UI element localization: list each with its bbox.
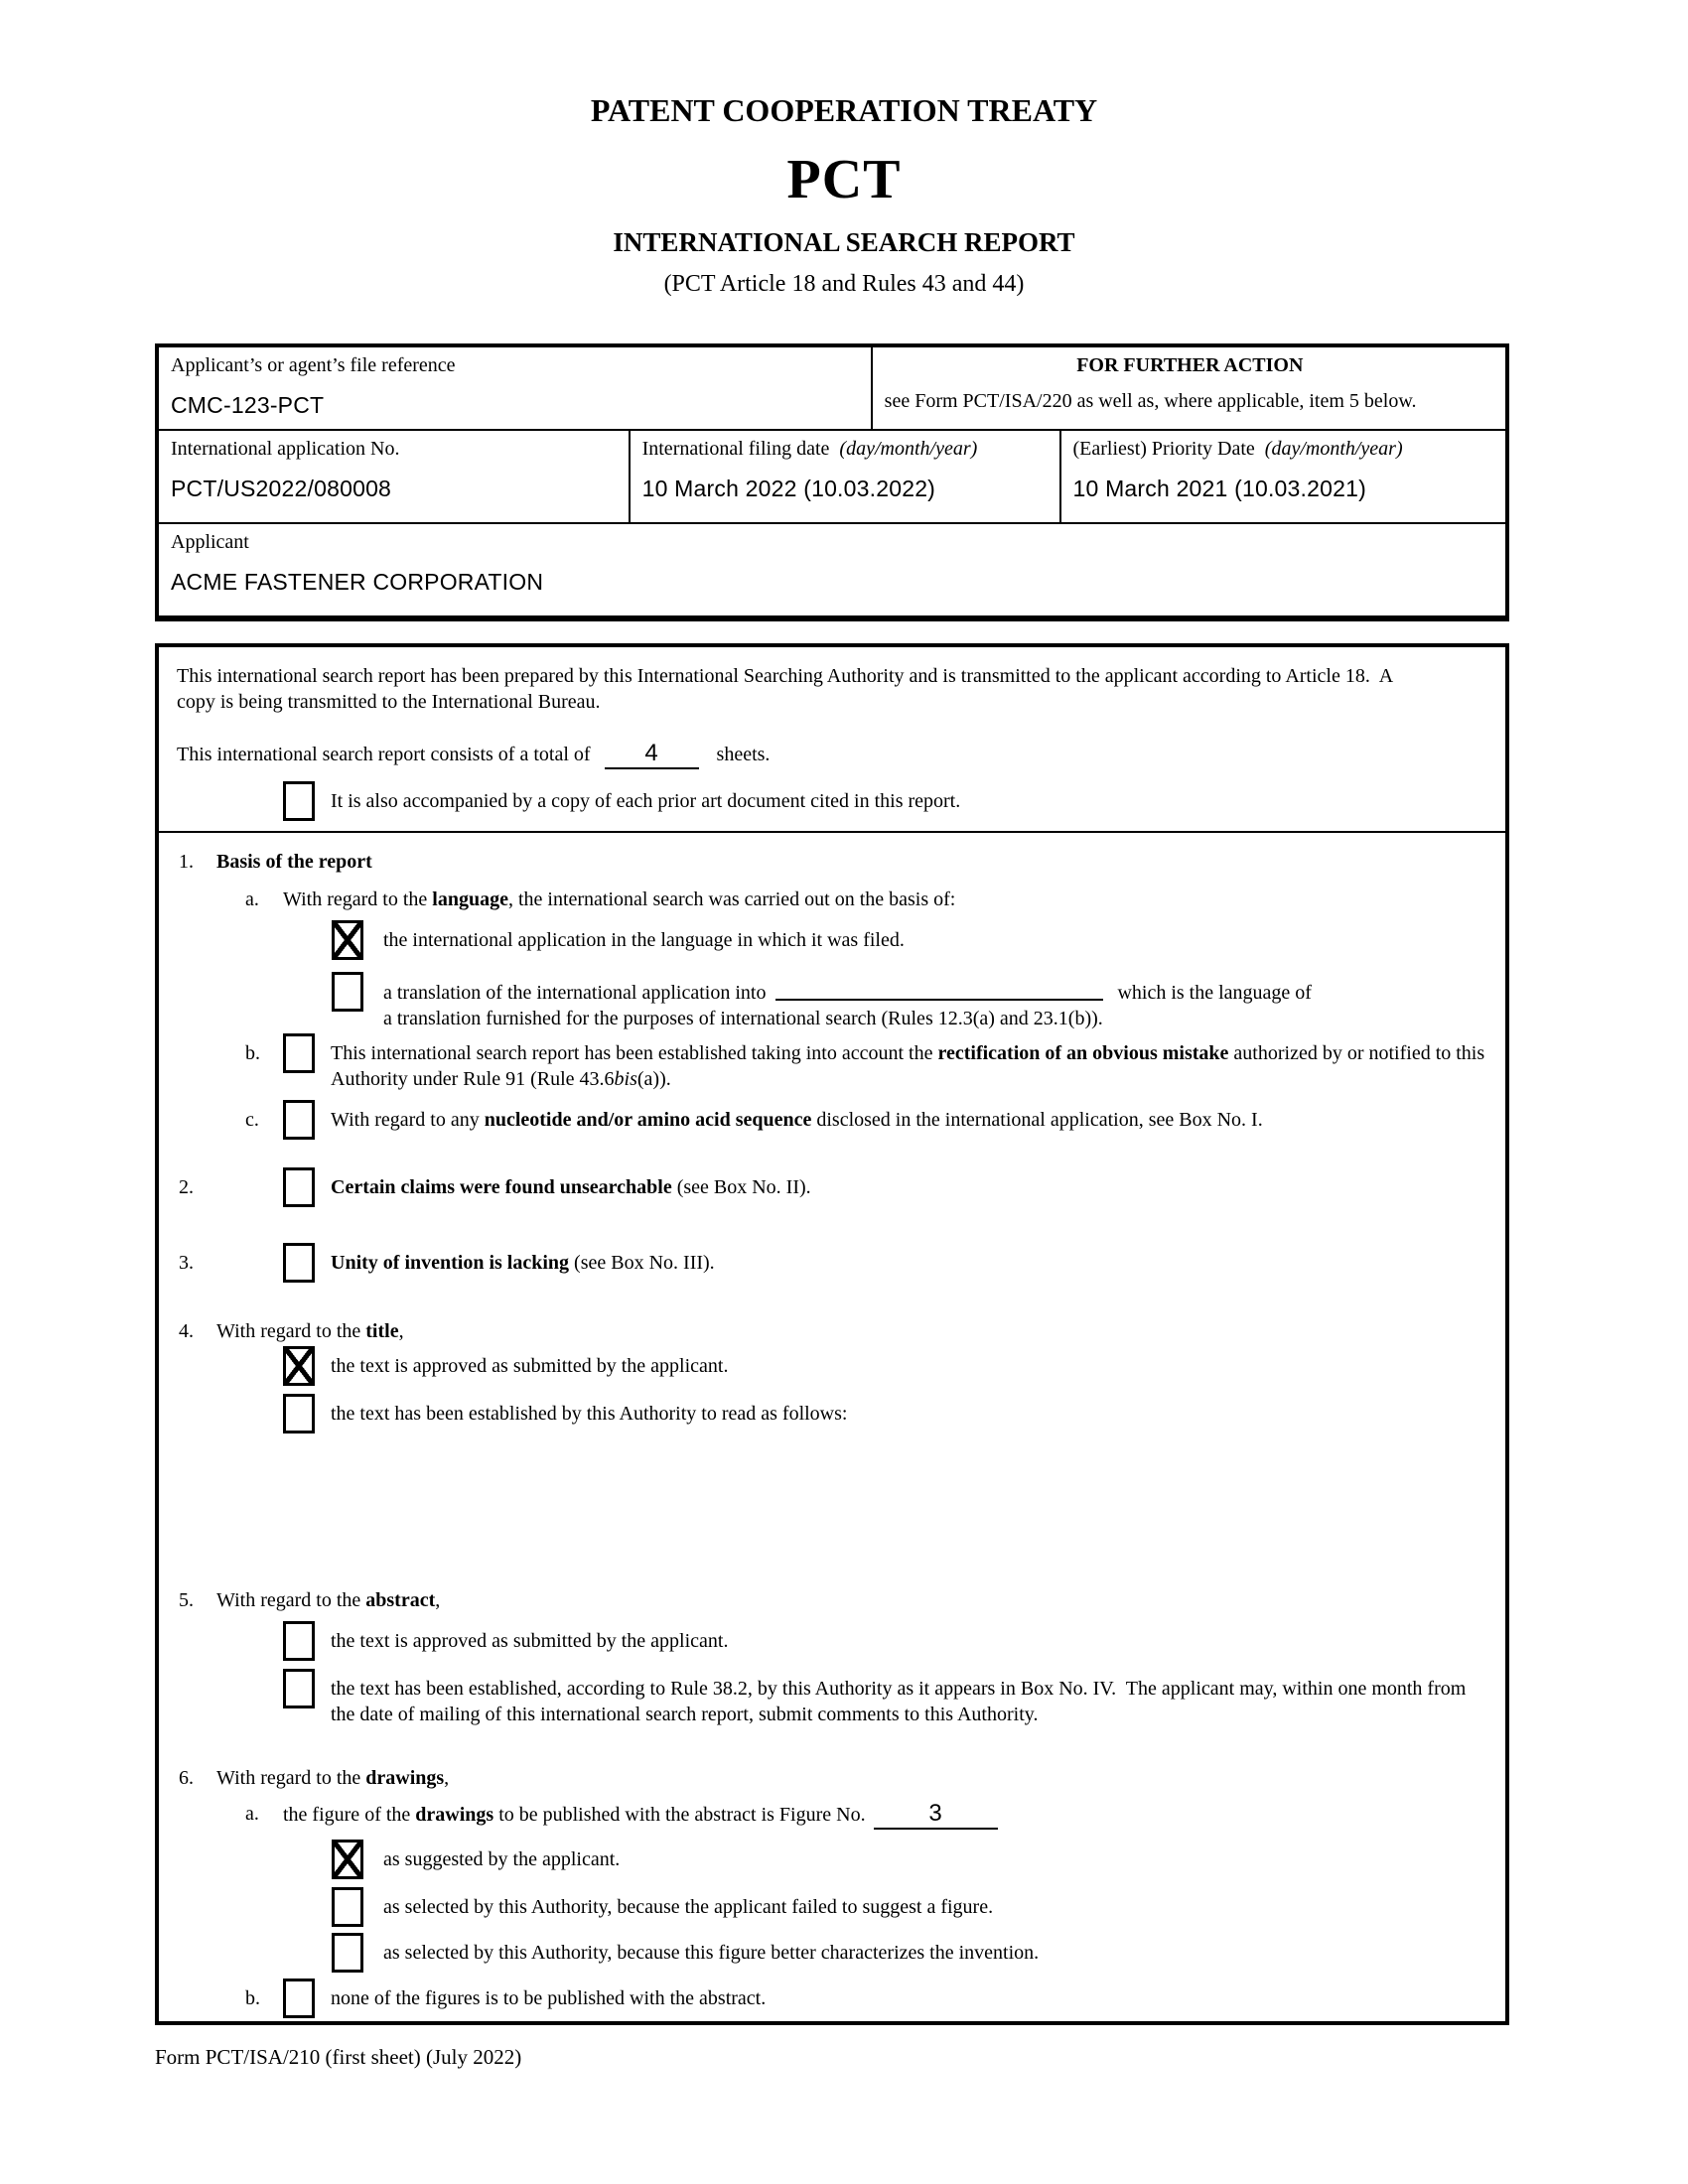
item-4-text-pre: With regard to the: [216, 1320, 366, 1342]
item-1-title: Basis of the report: [216, 851, 372, 873]
item-6-text-pre: With regard to the: [216, 1767, 366, 1789]
item-6a-option-suggested: [177, 1840, 1487, 1879]
applicant-row: [159, 524, 1505, 615]
item-5-text-bold: abstract: [365, 1589, 436, 1611]
item-6a-option-suggested-checkbox[interactable]: [332, 1840, 363, 1879]
item-1a-option-filed-text: the international application in the language in which it was filed.: [383, 929, 905, 951]
item-4-option-established-text: the text has been established by this Authority to read as follows:: [331, 1403, 848, 1425]
item-1a-option-translation: [177, 972, 1487, 1031]
item-1a-text: [283, 887, 955, 912]
item-6a-option-better-characterizes-checkbox[interactable]: [332, 1933, 363, 1973]
sheets-line-prefix: This international search report consists of a total of: [177, 744, 591, 765]
item-6a-text: [283, 1801, 998, 1830]
item-2-text-post: (see Box No. II).: [671, 1176, 811, 1198]
item-5-option-approved-text: the text is approved as submitted by the applicant.: [331, 1630, 729, 1652]
item-2-text-bold: Certain claims were found unsearchable: [331, 1176, 672, 1198]
item-6-heading: [177, 1765, 1487, 1791]
item-3-text: [315, 1243, 715, 1276]
item-1b-text-end: (a)).: [636, 1068, 671, 1090]
item-6a-option-failed-suggest-checkbox[interactable]: [332, 1887, 363, 1927]
item-6-text-post: ,: [444, 1767, 450, 1789]
item-1b-text-mid: authorized by or notified to this Authority under Rule 91 (Rule 43.6: [331, 1042, 1489, 1090]
translation-text-post: which is the language of: [1117, 982, 1312, 1004]
item-1a-option-translation-checkbox[interactable]: [332, 972, 363, 1012]
priority-date-format: (day/month/year): [1264, 438, 1403, 460]
item-1b-text-bold: rectification of an obvious mistake: [937, 1042, 1229, 1064]
item-1c-text-pre: With regard to any: [331, 1109, 485, 1131]
figure-number-field: [874, 1801, 998, 1830]
item-4-option-approved: [177, 1346, 1487, 1386]
report-title: INTERNATIONAL SEARCH REPORT: [613, 227, 1075, 257]
report-subtitle: (PCT Article 18 and Rules 43 and 44): [663, 271, 1025, 297]
document-header: [0, 0, 1688, 296]
pct-logo: PCT: [786, 149, 902, 210]
applicant-cell: [159, 524, 1505, 615]
item-1c-text-bold: nucleotide and/or amino acid sequence: [484, 1109, 812, 1131]
report-body-box: [155, 643, 1509, 2025]
item-1-heading: [177, 849, 1487, 875]
application-number-cell: [159, 431, 631, 522]
priority-date-label-text: (Earliest) Priority Date: [1072, 438, 1265, 460]
item-1c-text-post: disclosed in the international application, see Box No. I.: [811, 1109, 1263, 1131]
section-divider: [159, 831, 1505, 833]
item-5-option-established: [177, 1669, 1487, 1727]
item-6-text-bold: drawings: [365, 1767, 445, 1789]
item-1b-text-italic: bis: [614, 1068, 637, 1090]
form-footer: Form PCT/ISA/210 (first sheet) (July 2022): [155, 2045, 522, 2069]
document-content: [155, 343, 1509, 2070]
item-6a-option-failed-suggest: [177, 1887, 1487, 1927]
application-number-value: PCT/US2022/080008: [171, 476, 392, 501]
item-5-text: [216, 1587, 440, 1613]
item-6b-letter: b.: [245, 1987, 260, 2009]
accompanied-text: It is also accompanied by a copy of each prior art document cited in this report.: [331, 790, 961, 812]
item-1b-checkbox[interactable]: [283, 1033, 315, 1073]
priority-date-label: [1073, 437, 1495, 462]
item-2-row: [177, 1167, 1487, 1207]
item-5-text-pre: With regard to the: [216, 1589, 366, 1611]
item-1b-text: [315, 1033, 1487, 1092]
item-1b-text-pre: This international search report has been established taking into account the: [331, 1042, 938, 1064]
file-reference-value: CMC-123-PCT: [171, 392, 325, 418]
sheets-count-field: [605, 741, 699, 769]
item-4-option-approved-text: the text is approved as submitted by the applicant.: [331, 1355, 729, 1377]
item-6-text: [216, 1765, 449, 1791]
item-5-number: 5.: [179, 1589, 194, 1611]
item-3-row: [177, 1243, 1487, 1283]
item-1a-option-translation-text: [363, 972, 1312, 1031]
item-6a-text-pre: the figure of the: [283, 1804, 416, 1826]
bibliographic-table: [155, 343, 1509, 621]
item-1a-option-filed: [177, 920, 1487, 960]
filing-date-value: 10 March 2022 (10.03.2022): [641, 476, 936, 501]
figure-number-value: 3: [928, 1800, 942, 1827]
item-3-text-bold: Unity of invention is lacking: [331, 1252, 570, 1274]
abstract-spacer: [177, 1727, 1487, 1765]
item-1a-text-pre: With regard to the: [283, 888, 433, 910]
filing-date-cell: [631, 431, 1061, 522]
item-1c-row: [177, 1100, 1487, 1140]
application-data-row: [159, 431, 1505, 524]
treaty-title: PATENT COOPERATION TREATY: [590, 92, 1098, 128]
item-2-number: 2.: [179, 1176, 194, 1198]
item-1-number: 1.: [179, 851, 194, 873]
item-5-option-approved-checkbox[interactable]: [283, 1621, 315, 1661]
item-5-text-post: ,: [435, 1589, 441, 1611]
applicant-label: Applicant: [171, 531, 249, 553]
item-1c-letter: c.: [245, 1109, 259, 1131]
filing-date-label: [642, 437, 1050, 462]
item-1c-checkbox[interactable]: [283, 1100, 315, 1140]
sheets-count-value: 4: [644, 740, 658, 766]
item-1a-letter: a.: [245, 888, 259, 910]
filing-date-label-text: International filing date: [641, 438, 840, 460]
item-4-text-post: ,: [398, 1320, 404, 1342]
item-6-number: 6.: [179, 1767, 194, 1789]
item-2-text: [315, 1167, 811, 1200]
item-5-option-established-checkbox[interactable]: [283, 1669, 315, 1708]
file-reference-row: [159, 347, 1505, 431]
item-1a-heading: [177, 887, 1487, 912]
item-1a-option-filed-checkbox[interactable]: [332, 920, 363, 960]
accompanied-option-row: [177, 781, 1487, 821]
item-4-text-bold: title: [365, 1320, 399, 1342]
applicant-value: ACME FASTENER CORPORATION: [171, 569, 544, 595]
item-4-option-established: [177, 1394, 1487, 1433]
further-action-label: FOR FURTHER ACTION: [1076, 354, 1304, 376]
filing-date-format: (day/month/year): [839, 438, 978, 460]
item-6b-text: none of the figures is to be published with the abstract.: [331, 1987, 767, 2009]
further-action-cell: [873, 347, 1505, 429]
item-6b-checkbox[interactable]: [283, 1979, 315, 2018]
item-4-text: [216, 1318, 404, 1344]
item-6a-letter: a.: [245, 1803, 259, 1825]
established-title-blank-area: [177, 1433, 1487, 1587]
item-6a-option-failed-suggest-text: as selected by this Authority, because the applicant failed to suggest a figure.: [383, 1896, 994, 1918]
item-1a-text-bold: language: [432, 888, 508, 910]
accompanied-checkbox[interactable]: [283, 781, 315, 821]
item-1b-row: [177, 1033, 1487, 1092]
item-6a-text-bold: drawings: [415, 1804, 494, 1826]
item-3-text-post: (see Box No. III).: [569, 1252, 715, 1274]
item-2-checkbox[interactable]: [283, 1167, 315, 1207]
further-action-note: see Form PCT/ISA/220 as well as, where applicable, item 5 below.: [884, 390, 1417, 412]
item-3-number: 3.: [179, 1252, 194, 1274]
intro-paragraph: This international search report has been prepared by this International Searching Authority and is transmitted to the applicant according to Article 18. A copy is being transmitted to the International Bureau.: [177, 665, 1398, 713]
file-reference-label: Applicant’s or agent’s file reference: [171, 354, 456, 376]
file-reference-cell: [159, 347, 873, 429]
item-3-checkbox[interactable]: [283, 1243, 315, 1283]
item-4-option-established-checkbox[interactable]: [283, 1394, 315, 1433]
item-4-heading: [177, 1318, 1487, 1344]
item-5-option-established-text: the text has been established, according to Rule 38.2, by this Authority as it appears in Box No. IV. The applicant may, within one month from the date of mailing of this international search report, submit comments to this Authority.: [331, 1678, 1472, 1725]
item-6a-text-post: to be published with the abstract is Figure No.: [493, 1804, 866, 1826]
item-1c-text: [315, 1100, 1263, 1133]
translation-text-line2: a translation furnished for the purposes of international search (Rules 12.3(a) and 23.1(b)).: [383, 1008, 1103, 1029]
item-6a-option-better-characterizes: [177, 1933, 1487, 1973]
translation-language-field: [775, 979, 1103, 1001]
item-6a-heading: [177, 1801, 1487, 1830]
application-number-label: International application No.: [171, 438, 400, 460]
item-6a-option-better-characterizes-text: as selected by this Authority, because this figure better characterizes the invention.: [383, 1942, 1040, 1964]
item-6a-option-suggested-text: as suggested by the applicant.: [383, 1848, 621, 1870]
translation-text-pre: a translation of the international application into: [383, 982, 767, 1004]
sheets-line-suffix: sheets.: [716, 744, 771, 765]
sheets-line: [177, 741, 1487, 769]
item-4-number: 4.: [179, 1320, 194, 1342]
item-5-option-approved: [177, 1621, 1487, 1661]
item-4-option-approved-checkbox[interactable]: [283, 1346, 315, 1386]
priority-date-value: 10 March 2021 (10.03.2021): [1072, 476, 1366, 501]
item-6b-row: [177, 1979, 1487, 2018]
item-1b-letter: b.: [245, 1042, 260, 1064]
priority-date-cell: [1061, 431, 1505, 522]
item-5-heading: [177, 1587, 1487, 1613]
item-1a-text-post: , the international search was carried out on the basis of:: [507, 888, 956, 910]
